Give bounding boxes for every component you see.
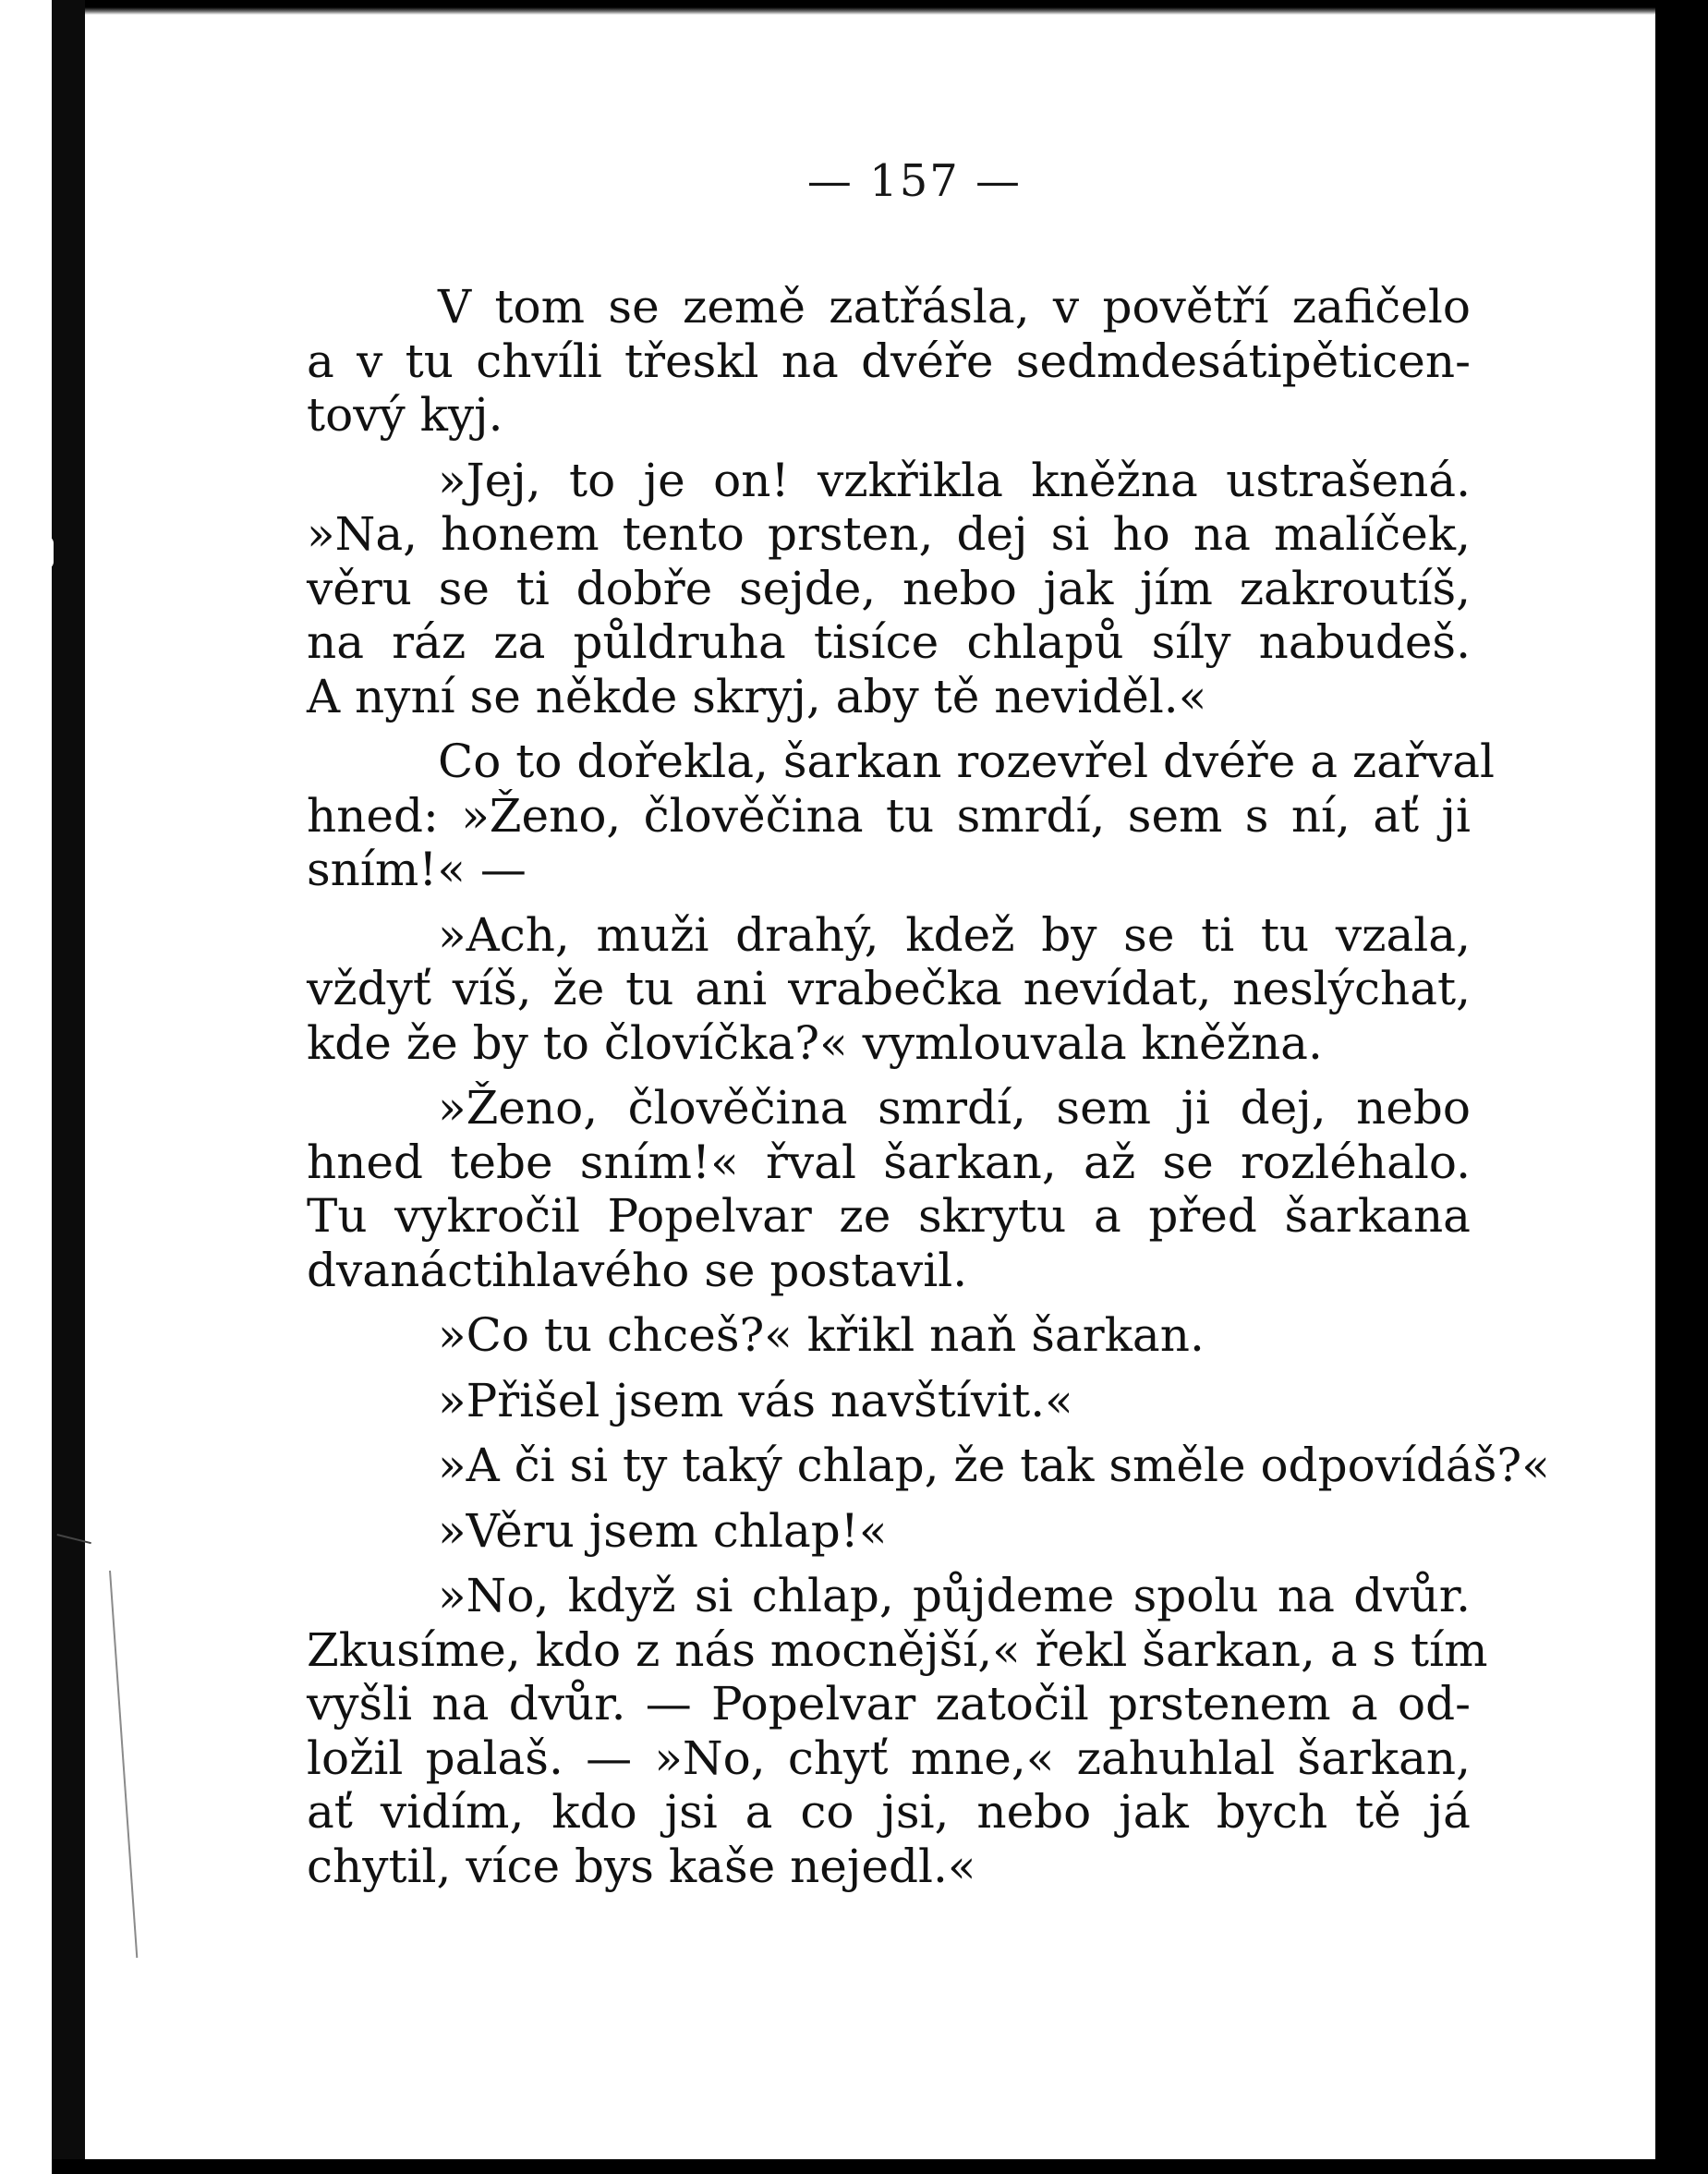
text-line: V tom se země zatřásla, v povětří zafičelo [438, 280, 1471, 334]
paragraph-gap [307, 897, 1471, 908]
text-line: »Ach, muži drahý, kdež by se ti tu vzala, [438, 907, 1471, 962]
binding-notch [41, 536, 54, 569]
text-line: tový kyj. [307, 388, 503, 442]
top-scan-border [85, 0, 1655, 15]
text-line: »Ženo, člověčina smrdí, sem ji dej, nebo [438, 1081, 1471, 1135]
right-scan-border [1655, 0, 1708, 2174]
text-line: hned: »Ženo, člověčina tu smrdí, sem s ní, ať ji [307, 788, 1471, 843]
text-line: vyšli na dvůr. — Popelvar zatočil prstenem a od- [307, 1677, 1471, 1731]
text-line: »Co tu chceš?« křikl naň šarkan. [438, 1308, 1205, 1362]
paragraph-gap [307, 1558, 1471, 1569]
text-line: ať vidím, kdo jsi a co jsi, nebo jak bych tě já [307, 1785, 1471, 1839]
paragraph-gap [307, 1070, 1471, 1081]
book-binding-edge [52, 0, 85, 2174]
text-line: hned tebe sním!« řval šarkan, až se rozléhalo. [307, 1135, 1471, 1189]
page-number: — 157 — [806, 155, 1023, 207]
text-line: kde že by to človíčka?« vymlouvala kněžna. [307, 1015, 1323, 1070]
text-line: »Věru jsem chlap!« [438, 1503, 888, 1558]
text-line: vždyť víš, že tu ani vrabečka nevídat, neslýchat, [307, 962, 1471, 1015]
text-line: sním!« — [307, 843, 527, 896]
paragraph-gap [307, 1427, 1471, 1439]
body-text [307, 280, 1550, 1893]
text-line: A nyní se někde skryj, aby tě neviděl.« [307, 669, 1207, 723]
paragraph-gap [307, 1493, 1471, 1504]
text-line: věru se ti dobře sejde, nebo jak jím zakroutíš, [307, 561, 1471, 615]
text-line: »No, když si chlap, půjdeme spolu na dvůr. [438, 1569, 1471, 1622]
text-line: chytil, více bys kaše nejedl.« [307, 1839, 976, 1893]
text-line: »Přišel jsem vás navštívit.« [438, 1373, 1073, 1427]
text-line: dvanáctihlavého se postavil. [307, 1243, 968, 1297]
text-line: »Na, honem tento prsten, dej si ho na malíček, [307, 507, 1471, 561]
paragraph-gap [307, 723, 1471, 735]
text-line: »Jej, to je on! vzkřikla kněžna ustrašená. [438, 453, 1471, 507]
paragraph-gap [307, 1363, 1471, 1374]
paragraph-gap [307, 443, 1471, 454]
text-line: na ráz za půldruha tisíce chlapů síly nabudeš. [307, 615, 1471, 669]
bottom-scan-border [52, 2159, 1708, 2174]
text-line: Tu vykročil Popelvar ze skrytu a před šarkana [307, 1189, 1471, 1243]
text-line: »A či si ty taký chlap, že tak směle odpovídáš?« [438, 1439, 1550, 1492]
text-line: a v tu chvíli třeskl na dvéře sedmdesátipěticen- [307, 334, 1471, 388]
paragraph-gap [307, 1297, 1471, 1308]
text-line: Co to dořekla, šarkan rozevřel dvéře a zařval [438, 735, 1495, 788]
text-line: Zkusíme, kdo z nás mocnější,« řekl šarkan, a s tím [307, 1622, 1488, 1677]
text-line: ložil palaš. — »No, chyť mne,« zahuhlal šarkan, [307, 1731, 1471, 1785]
